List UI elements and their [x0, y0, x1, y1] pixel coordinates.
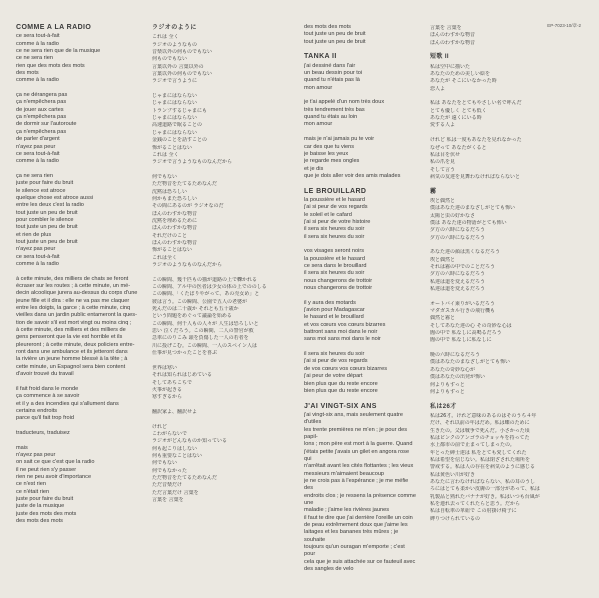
- lyric-line: vieilles dans un jardin public entameront la ques-: [16, 312, 137, 319]
- lyric-line: la rivière un jeune homme blessé à la tête ; à: [16, 356, 128, 363]
- lyric-line: ただ音楽だけ: [152, 482, 183, 489]
- lyric-line: それは知られはじめている: [152, 372, 213, 379]
- lyric-line: 私は空中に描いた: [430, 63, 471, 70]
- lyric-line: 警戒する。私は人の存在を病気のように感じる: [430, 464, 536, 471]
- lyric-line: 何よりもずっと: [430, 388, 465, 395]
- lyric-line: これは全く: [152, 254, 178, 261]
- lyric-line: 何でもなかった: [152, 467, 188, 474]
- lyric-line: n'ayez pas peur: [16, 246, 56, 253]
- lyric-line: けれど 私は一度もあなたを見れなかった: [430, 137, 522, 144]
- lyric-line: et je dis: [304, 165, 324, 172]
- lyrics-lines: [430, 64, 580, 182]
- lyric-line: 夕方の六時になるだろう: [430, 271, 486, 278]
- lyric-line: j'ai si peur de vos regards: [304, 358, 368, 365]
- lyric-line: sans moi sans moi dans le noir: [304, 336, 381, 343]
- lyric-line: car des que tu viens: [304, 143, 355, 150]
- lyric-line: il sera six heures du soir: [304, 233, 365, 240]
- lyric-line: 言葉を 言葉を: [152, 497, 184, 503]
- lyric-line: vos visages seront noirs: [304, 248, 365, 255]
- lyric-line: これは 全く: [152, 151, 179, 158]
- lyric-line: jeune fille et il dira : elle ne va pas me claquer: [16, 297, 130, 304]
- lyric-line: あなたが 遠くにいる時: [430, 115, 482, 122]
- lyric-line: 埃と偶然と: [430, 197, 456, 204]
- lyric-line: ça commence à se savoir: [16, 393, 80, 400]
- lyric-line: n'ayez pas peur: [16, 451, 56, 458]
- lyric-line: j'ai si peur de vos regards: [304, 204, 368, 211]
- lyric-line: じゃまにはならない: [152, 100, 198, 107]
- lyric-line: rien ne peu avoir d'importance: [16, 473, 92, 480]
- lyric-line: battront sans moi dans le noir: [304, 329, 378, 336]
- lyric-line: quand tu n'étais pas là: [304, 77, 360, 84]
- lyric-line: なぜって あなたがくると: [430, 144, 487, 151]
- lyric-line: 私は あなたをとてもやさしい名で呼んだ: [430, 100, 522, 107]
- song-title-tanka-ii-japanese: 短歌 II: [430, 54, 450, 61]
- lyric-line: 金銭のことを話すことの: [152, 137, 208, 144]
- lyric-line: その間にあるのが ラジオなのだ: [152, 203, 224, 210]
- lyric-line: そして言う: [430, 166, 456, 173]
- lyric-line: あなた達の顔は黒くなるだろう: [430, 249, 501, 256]
- lyric-line: 音楽以外の何ものでもない: [152, 49, 213, 56]
- lyric-line: この瞬間、アル中の医者は少女の体の上でののしる: [152, 284, 267, 291]
- lyric-line: 急車にのりこみ 頭を負傷した一人の若者を: [152, 335, 249, 342]
- lyric-line: le soleil et le cafard: [304, 211, 352, 218]
- song-title-26-sai: 私は26才: [430, 403, 457, 410]
- lyric-line: comme à la radio: [16, 77, 59, 84]
- lyric-line: ろにはとても柔かい皮膚の一部分があって、私は: [430, 486, 540, 493]
- lyric-line: quelque chose est atroce aussi: [16, 194, 94, 201]
- lyric-line: 私達は道を変えるだろう: [430, 286, 486, 293]
- lyric-line: de parler d'argent: [16, 136, 60, 143]
- lyric-line: ce n'était rien: [16, 488, 50, 495]
- lyric-line: 世界は寒い: [152, 364, 178, 371]
- lyric-line: [16, 423, 146, 430]
- lyric-line: tion de savoir s'il est mort vingt ou moins cinq ;: [16, 319, 132, 326]
- lyric-line: decin alcoolique jurera au-dessus du corps d'une: [16, 290, 138, 297]
- lyric-line: 死んだのは二十歳か それとも五十歳か: [152, 306, 239, 313]
- lyrics-lines: [304, 197, 416, 395]
- lyric-line: 私の爪を見: [430, 159, 456, 166]
- lyric-line: 夕方の六時になるだろう: [430, 234, 486, 241]
- lyric-line: オートバイ乗りがいるだろう: [430, 300, 495, 307]
- lyric-line: des mots des mots: [304, 24, 351, 30]
- lyric-line: 私は目を伏せ: [430, 151, 461, 158]
- lyric-line: 恋人よ: [430, 85, 446, 92]
- lyric-line: des mots: [16, 70, 39, 77]
- lyric-line: et vos cœurs vos cœurs bizarres: [304, 321, 386, 328]
- lyric-line: こわがらないで: [152, 430, 188, 437]
- lyric-line: それは霧の中でのことだろう: [430, 264, 496, 270]
- lyric-line: 何ものでもない: [152, 56, 188, 63]
- lyric-line: あなたが そこにいなかった時: [430, 78, 497, 85]
- lyric-line: [430, 242, 580, 249]
- lyric-line: ほんのわずかな物音: [430, 39, 476, 46]
- lyric-line: 言葉を 言葉を: [430, 25, 462, 31]
- lyric-line: 埃と偶然と: [430, 256, 456, 263]
- lyric-line: ラジオで言うように: [152, 78, 198, 85]
- lyrics-lines: [304, 412, 416, 574]
- lyric-line: 火事が起きる: [152, 386, 183, 393]
- lyric-line: ce sera tout-à-fait: [16, 253, 60, 260]
- lyric-line: ほんのわずかな物音: [430, 32, 476, 39]
- lyric-line: 愛する人よ: [430, 122, 456, 129]
- column-french-radio: [16, 24, 146, 525]
- lyric-line: ça ne sera rien: [16, 172, 54, 179]
- lyric-line: le hasard et le brouillard: [304, 314, 364, 321]
- lyric-line: cela que je suis attachée sur ce fauteuil avec: [304, 558, 416, 565]
- lyric-line: [430, 293, 580, 300]
- lyric-line: ce sera tout-à-fait: [16, 33, 60, 40]
- lyric-line: nous changerons de trottoir: [304, 285, 373, 292]
- lyric-line: ce ne sera rien: [16, 55, 54, 62]
- column-japanese-radio: [152, 25, 294, 504]
- lyric-line: bien plus que du reste encore: [304, 387, 378, 394]
- lyric-line: ラジオのようなもの: [152, 41, 198, 48]
- lyric-line: de vos cœurs vos cœurs bizarres: [304, 365, 387, 372]
- lyric-line: il sera six heures du soir: [304, 270, 365, 277]
- lyric-line: un beau dessin pour toi: [304, 70, 363, 77]
- lyric-line: あなたのための美しい絵を: [430, 71, 491, 78]
- lyric-line: j'ai si peur de votre histoire: [304, 218, 371, 225]
- lyric-line: ただ言葉だけ 言葉を: [152, 489, 199, 496]
- lyric-line: 僕はあなたの出発が怖い: [430, 374, 486, 381]
- lyric-line: 仕事が見つかったことを喜ぶ: [152, 350, 218, 357]
- lyric-line: traducteurs, traduisez: [16, 429, 70, 436]
- lyric-line: [16, 379, 146, 386]
- lyric-line: 私達は道を変えるだろう: [430, 278, 486, 285]
- lyric-line: messieurs m'aimaient beaucoup: [304, 470, 385, 477]
- lyric-line: ラジオがどんなものか知っている: [152, 438, 228, 445]
- lyric-line: [16, 437, 146, 444]
- lyric-line: maladie ; j'aime les rivières jaunes: [304, 507, 390, 514]
- lyrics-lines: [430, 25, 580, 47]
- lyric-line: tout juste un peu de bruit: [16, 224, 78, 231]
- lyric-line: 生きたの。父は戦争で死んだ。小さかった頃: [430, 427, 530, 434]
- lyric-line: laitages et les bananes très mûres ; je souhaite: [304, 529, 399, 543]
- lyric-line: [304, 129, 416, 136]
- lyric-line: 晩の六時になるだろう: [430, 352, 481, 359]
- lyric-line: juste pour faire du bruit: [16, 496, 74, 502]
- lyric-line: [152, 269, 294, 276]
- lyric-line: 何も起こりはしない: [152, 445, 198, 452]
- lyric-line: この瞬間、幾千匹もの猫が道路の上で轢かれる: [152, 276, 258, 283]
- lyric-line: j'ai vingt-six ans, mais seulement quatre d'utiles: [304, 411, 404, 426]
- lyric-line: ラジオで言うようなものなんだから: [152, 159, 233, 166]
- lyric-line: de jouer aux cartes: [16, 106, 64, 113]
- lyric-line: ce sera tout-à-fait: [16, 150, 60, 157]
- lyric-line: 闇の中で 私なしに高鳴るだろう: [430, 330, 502, 337]
- lyric-line: cette minute, un Espagnol sera bien content: [16, 363, 126, 370]
- lyric-line: ce sera dans le brouillard: [304, 263, 367, 269]
- lyric-line: des mots des mots: [16, 518, 63, 525]
- lyric-line: tout juste un peu de bruit: [304, 31, 366, 38]
- lyric-line: [152, 167, 294, 174]
- lyric-line: あなたの奇妙な心が: [430, 366, 476, 373]
- lyric-line: mais: [16, 444, 28, 451]
- lyric-line: de dormir sur l'autoroute: [16, 121, 77, 128]
- lyric-line: tout juste un peu de bruit: [304, 38, 366, 45]
- lyric-line: ça ne dérangera pas: [16, 92, 68, 99]
- lyric-line: [304, 92, 416, 99]
- lyric-line: je regarde mes ongles: [304, 158, 360, 165]
- lyric-line: [430, 345, 580, 352]
- lyric-line: [152, 402, 294, 409]
- lyric-line: ce ne sera rien que de la musique: [16, 48, 101, 55]
- lyric-line: [430, 130, 580, 137]
- lyric-line: 何でもない: [152, 173, 178, 180]
- column-japanese-songs: [430, 25, 580, 523]
- lyric-line: 川に投げこむ。この瞬間、一人のスペイン人は: [152, 342, 258, 349]
- lyric-line: 私を連れ去ってくれたらと思う。だから: [430, 501, 521, 507]
- lyric-line: 私は26才。けれど意味のあるのはそのうち４年: [430, 412, 537, 419]
- lyric-line: je t'ai appelé d'un nom très doux: [304, 99, 385, 106]
- lyric-line: pleureront ; à cette minute, deux policiers entre-: [16, 341, 135, 348]
- lyric-line: 高速道路で眠ることの: [152, 122, 203, 129]
- lyric-line: 偶然と霧と: [430, 315, 456, 322]
- lyric-line: j'étais petite j'avais un gilet en angora rose qui: [304, 448, 410, 462]
- lyric-line: rien que des mots des mots: [16, 62, 85, 69]
- lyric-line: 沈黙を埋めるために: [152, 217, 198, 224]
- lyric-line: [304, 241, 416, 248]
- lyric-line: 病気の友達を見舞わなければならないと: [430, 173, 521, 180]
- lyric-line: 私は黄色い川が好き: [430, 471, 476, 478]
- lyric-line: tout juste un peu de bruit: [16, 238, 78, 245]
- lyric-line: entre les deux c'est la radio: [16, 202, 84, 209]
- lyric-line: 彼は言う。この瞬間、公園で五人の老婆が: [152, 298, 248, 305]
- lyric-line: à cette minute, des milliers et des milliers de: [16, 327, 126, 334]
- lyric-line: 私は自転車の革紐で この肘掛け椅子に: [430, 508, 517, 515]
- lyric-line: [152, 416, 294, 423]
- song-title-comme-a-la-radio: COMME A LA RADIO: [16, 24, 92, 31]
- song-title-le-brouillard: LE BROUILLARD: [304, 187, 367, 195]
- lyric-line: じゃまにはならない: [152, 93, 198, 100]
- lyric-line: tout juste un peu de bruit: [16, 209, 78, 216]
- lyric-line: juste de la musique: [16, 503, 65, 510]
- lyric-line: 沈黙は恐ろしい: [152, 188, 188, 195]
- lyric-line: il y aura des motards: [304, 299, 356, 306]
- lyric-line: 夕方の六時になるだろう: [430, 227, 486, 234]
- lyric-line: そしてあちこちで: [152, 379, 192, 386]
- lyric-line: mais je n'ai jamais pu te voir: [304, 136, 375, 143]
- lyric-line: ほんのわずかな物音: [152, 210, 198, 217]
- lyric-line: [16, 268, 146, 275]
- lyric-line: ほんのわずかな物音: [152, 225, 198, 232]
- lyric-line: それだけのこと: [152, 232, 188, 239]
- lyric-line: j'ai peur de votre départ: [304, 373, 363, 380]
- lyric-line: ça n'empêchera pas: [16, 114, 67, 121]
- lyric-line: ラジオのようなものなんだから: [152, 262, 223, 268]
- lyric-line: 僕はあなた達のまなざしがとても怖い: [430, 205, 516, 212]
- lyric-line: et il y a des incendies qui s'allument dans: [16, 400, 119, 407]
- lyric-line: ront dans une ambulance et ils jetteront dans: [16, 349, 128, 356]
- lyric-line: 乳製品と熟れたバナナが好き。私はいつも台風が: [430, 493, 540, 500]
- lyric-line: ça n'empêchera pas: [16, 128, 67, 135]
- lyric-line: endroits clos ; je ressens la présence comme une: [304, 492, 416, 506]
- lyric-line: juste pour faire du bruit: [16, 180, 74, 187]
- lyric-line: 縛りつけられているの: [430, 515, 481, 522]
- lyric-line: entre les doigts, la garce ; à cette minute, cinq: [16, 305, 131, 312]
- lyric-line: だけ、それ以前の年はだめ。私は蝶のために: [430, 420, 530, 427]
- lyric-line: le silence est atroce: [16, 187, 66, 194]
- lyric-line: [304, 344, 416, 351]
- lyric-line: 翻訳家よ、翻訳せよ: [152, 408, 198, 415]
- lyric-line: 水上都市の前で止まってしまったの。: [430, 442, 515, 449]
- column-french-songs: [304, 24, 416, 573]
- lyric-line: 何かもまた恐ろしい: [152, 195, 198, 202]
- song-title-jai-vingt-six-ans: J'AI VINGT-SIX ANS: [304, 402, 377, 410]
- lyric-line: 年とった紳士達は 私をとても愛してくれた: [430, 449, 527, 456]
- lyric-line: という問題をめぐって議論を始める: [152, 313, 232, 320]
- lyric-line: 何よりもずっと: [430, 381, 465, 388]
- lyric-line: quand tu étais au loin: [304, 114, 358, 121]
- lyric-line: 言葉以外の何ものでもない: [152, 71, 213, 78]
- lyric-line: 僕はあなたのまなざしがとても怖い: [430, 359, 511, 366]
- lyric-line: 怖がることはない: [152, 144, 193, 151]
- lyric-line: comme à la radio: [16, 158, 59, 165]
- lyric-line: certains endroits: [16, 407, 58, 414]
- lyric-line: けれど: [152, 423, 168, 430]
- lyric-line: que je dois aller voir des amis malades: [304, 172, 401, 179]
- lyrics-lines: [16, 33, 146, 525]
- lyric-line: comme à la radio: [16, 40, 59, 47]
- lyric-line: マダガスカル行きの飛行機も: [430, 308, 496, 315]
- lyric-line: il fait froid dans le monde: [16, 385, 79, 392]
- lyric-line: ça n'empêchera pas: [16, 99, 67, 106]
- lyric-line: la poussière et le hasard: [304, 196, 365, 203]
- lyric-line: 何も重要なことはない: [152, 452, 203, 459]
- lyric-line: n'ayez pas peur: [16, 143, 56, 150]
- lyrics-lines: [152, 34, 294, 504]
- lyric-line: juste des mots des mots: [16, 510, 77, 517]
- lyric-line: あなたに言わなければならない、私の耳のうし: [430, 478, 536, 485]
- lyric-line: そしてあなた達の心 その奇妙な心は: [430, 322, 512, 329]
- song-title-radio-japanese: ラジオのように: [152, 25, 197, 31]
- lyric-line: 僕は あなた達の物語がとても怖い: [430, 219, 507, 226]
- song-title-kiri: 霧: [430, 188, 437, 195]
- lyric-line: nous changerons de trottoir: [304, 277, 373, 284]
- lyric-line: mon amour: [304, 121, 333, 128]
- lyric-line: [16, 166, 146, 173]
- lyric-line: il sera six heures du soir: [304, 226, 365, 233]
- lyric-line: lons ; mon père est mort à la guerre. Quand: [304, 441, 413, 448]
- lyric-line: ただ物音をたてるためなんだ: [152, 474, 218, 481]
- lyric-line: parce qu'il fait trop froid: [16, 415, 74, 422]
- lyrics-lines: [430, 413, 580, 523]
- lyric-line: [152, 357, 294, 364]
- lyric-line: 怖がることはない: [152, 247, 193, 254]
- lyrics-lines: [304, 63, 416, 181]
- lyric-line: トランプするじゃまにも: [152, 107, 208, 114]
- lyric-line: この瞬間、「くたばりやがって、あの売女め」と: [152, 291, 260, 298]
- lyric-line: les trente premières ne m'en ; je pour des papil-: [304, 426, 408, 440]
- lyric-line: 思い 泣くだろう。この瞬間、二人の警官が救: [152, 328, 254, 335]
- lyric-line: et rien de plus: [16, 231, 52, 238]
- lyric-line: pour combler le silence: [16, 216, 74, 223]
- lyric-line: toujours qu'un ouragan m'emporte ; c'est pour: [304, 544, 405, 558]
- lyric-line: je ne crois pas à l'espérance ; je me méfie des: [304, 477, 409, 492]
- lyric-line: de peau extrêmement doux que j'aime les: [304, 522, 408, 529]
- lyric-line: on sait ce que c'est que la radio: [16, 459, 95, 466]
- lyric-line: mon amour: [304, 84, 333, 91]
- lyric-line: じゃまにはならない: [152, 115, 198, 122]
- lyric-line: [304, 292, 416, 299]
- lyric-line: 闇の中で 私なしに私なしに: [430, 337, 492, 344]
- lyric-line: bien plus que du reste encore: [304, 380, 378, 387]
- lyric-line: gens penseront que la vie est horrible et ils: [16, 334, 123, 341]
- catalog-serial: EP-7023-10/章-2: [547, 23, 581, 28]
- lyric-line: [16, 85, 146, 92]
- lyric-line: とても優しく とても低く: [430, 107, 487, 114]
- lyric-line: ただ物音をたてるためなんだ: [152, 181, 218, 188]
- lyric-line: il sera six heures du soir: [304, 351, 365, 358]
- lyric-line: 太陽と虫の好かなさ: [430, 212, 476, 219]
- lyric-line: j'ai dessiné dans l'air: [304, 62, 356, 69]
- lyric-line: 寒すぎるから: [152, 394, 183, 401]
- lyric-line: très tendrement très bas: [304, 106, 365, 113]
- lyric-line: comme à la radio: [16, 261, 59, 267]
- lyric-line: 私は希望を信じない。私は閉ざされた場所を: [430, 456, 531, 463]
- lyric-line: n'arrêtait avant les cités flottantes ; les vieux: [304, 463, 414, 470]
- lyrics-lines: [304, 24, 416, 46]
- song-title-tanka-ii: TANKA II: [304, 53, 337, 61]
- lyric-line: 何でもない: [152, 460, 178, 467]
- lyric-line: この瞬間、何千人もの人々が 人生は恐ろしいと: [152, 320, 259, 327]
- lyric-line: じゃまにはならない: [152, 129, 198, 136]
- lyric-line: il ne peut rien s'y passer: [16, 466, 77, 473]
- lyric-line: 私はピンクのアンゴラのチョッキを持ってた: [430, 434, 530, 441]
- lyric-line: je baisse les yeux: [304, 150, 349, 157]
- lyric-line: ce n'est rien: [16, 481, 46, 488]
- lyric-line: écraser sur les routes ; à cette minute, un mé-: [16, 283, 131, 290]
- lyric-line: d'avoir trouvé du travail: [16, 371, 74, 378]
- lyric-line: これは 全く: [152, 34, 179, 41]
- lyric-line: 言葉以外の 言葉以外の: [152, 63, 204, 70]
- lyric-line: [152, 86, 294, 93]
- lyric-line: à cette minute, des milliers de chats se feront: [16, 275, 129, 282]
- lyrics-lines: [430, 198, 580, 396]
- lyric-line: ほんのわずかな物音: [152, 239, 198, 246]
- lyric-line: j'avion pour Madagascar: [304, 307, 365, 314]
- lyric-line: des sangles de velo: [304, 566, 354, 573]
- lyric-line: [430, 93, 580, 100]
- lyric-line: la poussière et le hasard: [304, 255, 365, 262]
- lyric-line: il faut te dire que j'ai derrière l'oreille un coin: [304, 514, 413, 521]
